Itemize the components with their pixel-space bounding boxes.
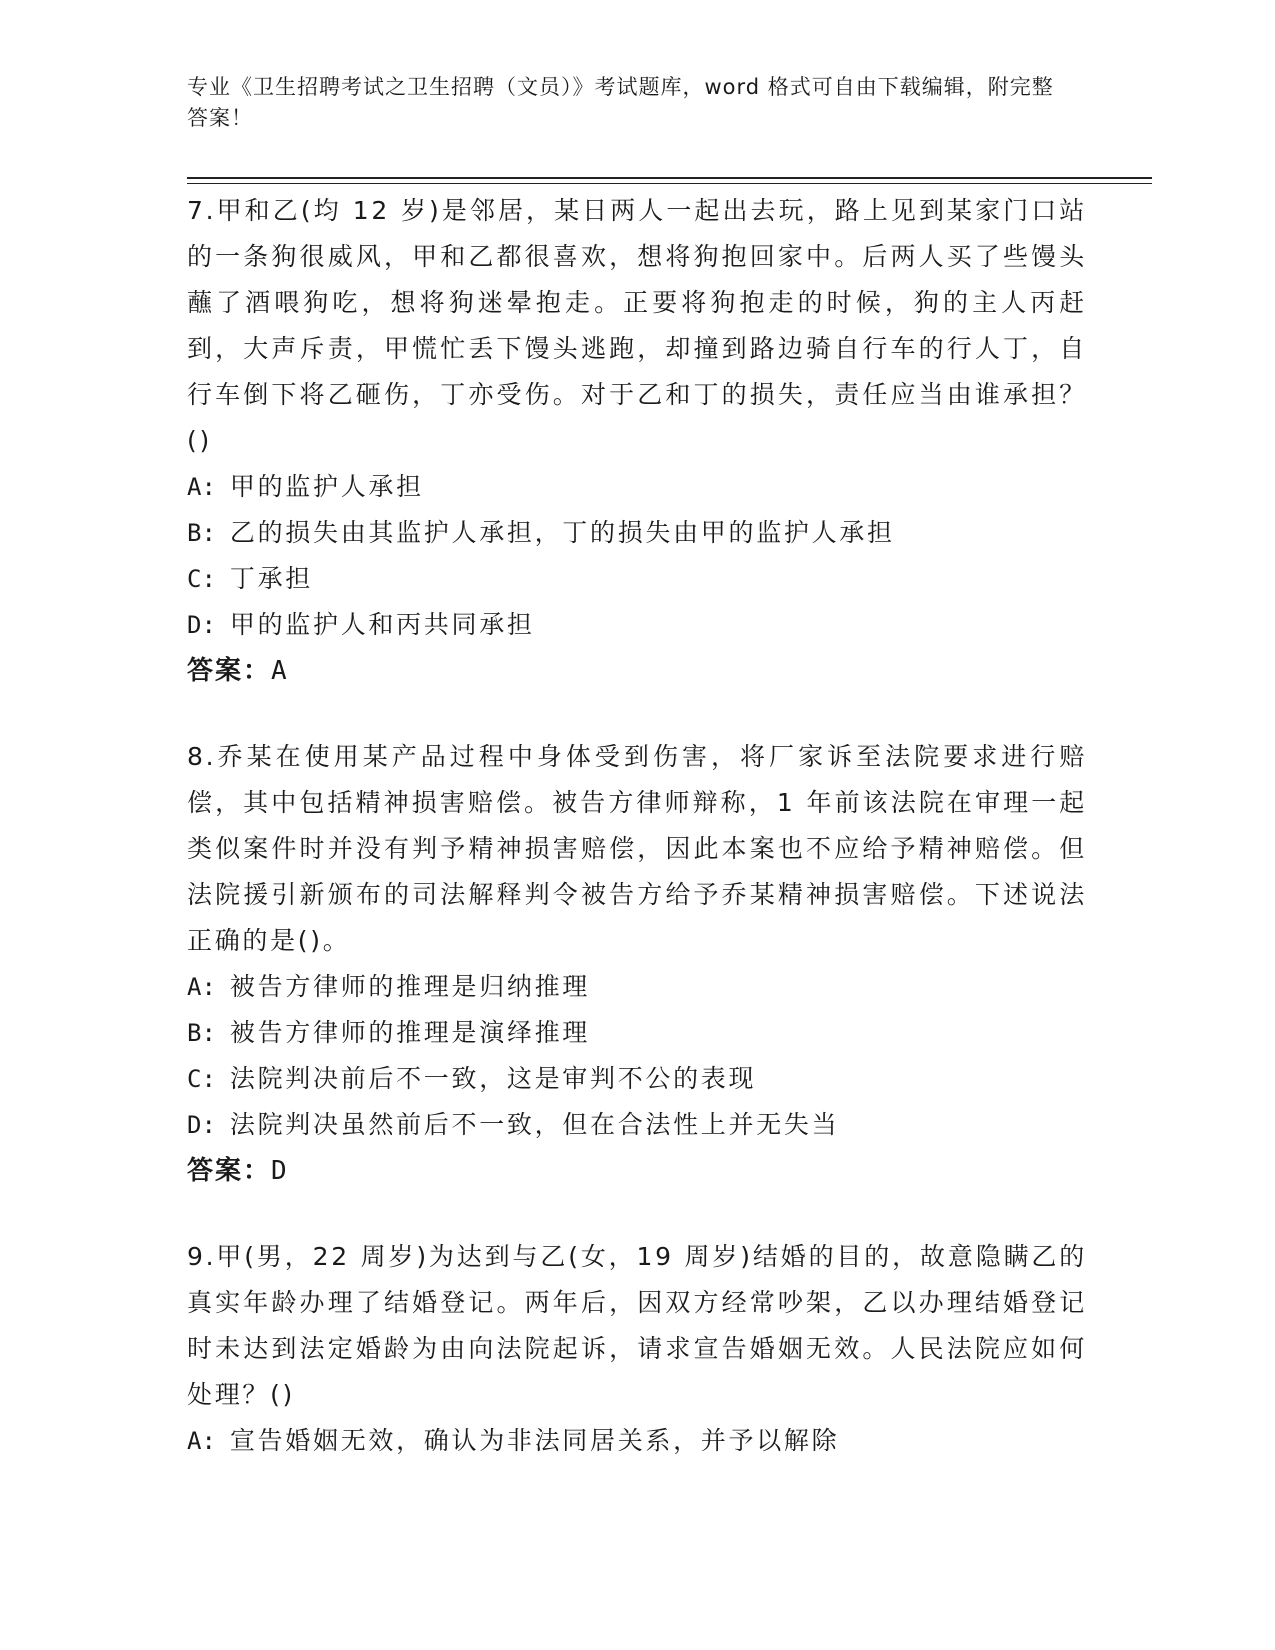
option-text: 被告方律师的推理是归纳推理 [229, 972, 591, 1001]
option-key: C: [187, 565, 216, 593]
answer-label: 答案： [187, 1156, 272, 1186]
question-stem: 8.乔某在使用某产品过程中身体受到伤害，将厂家诉至法院要求进行赔偿，其中包括精神损害赔偿。被告方律师辩称，1 年前该法院在审理一起类似案件时并没有判予精神损害赔偿，因此本案也不应给予精神赔偿。但法院援引新颁布的司法解释判令被告方给予乔某精神损害赔偿。下述说法正确的是()。 [187, 742, 1087, 955]
answer-label: 答案： [187, 656, 272, 686]
option-key: D: [187, 1111, 216, 1139]
option-text: 丁承担 [229, 564, 314, 593]
option-text: 法院判决前后不一致，这是审判不公的表现 [229, 1064, 757, 1093]
option-key: A: [187, 973, 216, 1001]
question-list [187, 188, 1087, 1504]
option-a [187, 1418, 1087, 1464]
option-text: 被告方律师的推理是演绎推理 [229, 1018, 591, 1047]
header-rule-thick [187, 177, 1152, 179]
question-stem: 9.甲(男，22 周岁)为达到与乙(女，19 周岁)结婚的目的，故意隐瞒乙的真实年龄办理了结婚登记。两年后，因双方经常吵架，乙以办理结婚登记时未达到法定婚龄为由向法院起诉，请求宣告婚姻无效。人民法院应如何处理？() [187, 1242, 1087, 1409]
question-stem: 7.甲和乙(均 12 岁)是邻居，某日两人一起出去玩，路上见到某家门口站的一条狗很威风，甲和乙都很喜欢，想将狗抱回家中。后两人买了些馒头蘸了酒喂狗吃，想将狗迷晕抱走。正要将狗抱走的时候，狗的主人丙赶到，大声斥责，甲慌忙丢下馒头逃跑，却撞到路边骑自行车的行人丁，自行车倒下将乙砸伤，丁亦受伤。对于乙和丁的损失，责任应当由谁承担？() [187, 196, 1087, 455]
option-c [187, 556, 1087, 602]
option-c [187, 1056, 1087, 1102]
option-text: 甲的监护人承担 [229, 472, 424, 501]
option-text: 乙的损失由其监护人承担，丁的损失由甲的监护人承担 [229, 518, 895, 547]
option-key: C: [187, 1065, 216, 1093]
option-a [187, 464, 1087, 510]
option-b [187, 1010, 1087, 1056]
option-text: 法院判决虽然前后不一致，但在合法性上并无失当 [229, 1110, 840, 1139]
question-9 [187, 1234, 1087, 1464]
option-list [187, 964, 1087, 1148]
option-list [187, 464, 1087, 648]
option-list [187, 1418, 1087, 1464]
answer-value: A [271, 656, 287, 686]
option-key: D: [187, 611, 216, 639]
option-key: A: [187, 1427, 216, 1455]
option-key: B: [187, 1019, 216, 1047]
answer-line [187, 1148, 1087, 1194]
question-7 [187, 188, 1087, 694]
option-a [187, 964, 1087, 1010]
question-8 [187, 734, 1087, 1194]
option-d [187, 602, 1087, 648]
answer-line [187, 648, 1087, 694]
option-text: 甲的监护人和丙共同承担 [229, 610, 535, 639]
option-d [187, 1102, 1087, 1148]
option-key: A: [187, 473, 216, 501]
option-b [187, 510, 1087, 556]
answer-value: D [271, 1156, 287, 1186]
document-header: 专业《卫生招聘考试之卫生招聘（文员）》考试题库，word 格式可自由下载编辑，附完整答案！ [187, 75, 1054, 130]
option-text: 宣告婚姻无效，确认为非法同居关系，并予以解除 [229, 1426, 840, 1455]
header-rule-thin [187, 183, 1152, 184]
option-key: B: [187, 519, 216, 547]
